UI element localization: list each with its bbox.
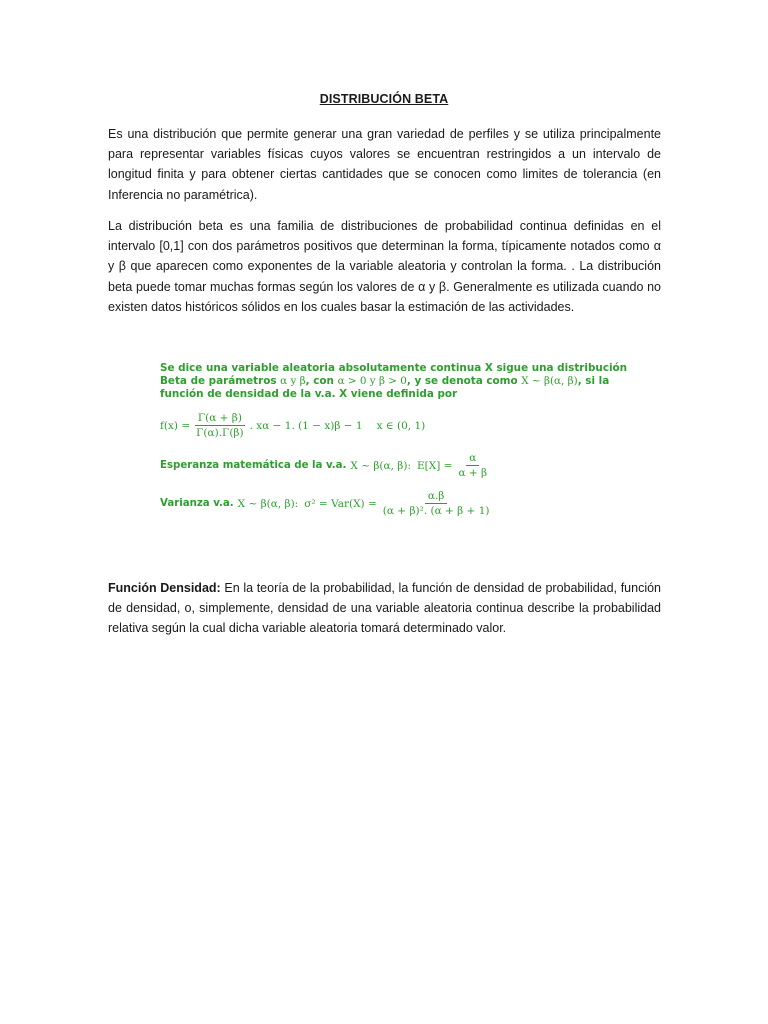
document-title: DISTRIBUCIÓN BETA [319,92,449,106]
mean-notation: X ~ β(α, β): [350,459,411,472]
paragraph-definition: La distribución beta es una familia de distribuciones de probabilidad continua definidas en el intervalo [0,1] con dos parámetros positivos que determinan la forma, típicamente notados como α y β que aparecen como exponentes de la variable aleatoria y controlan la forma. . La distribución beta puede tomar muchas formas según los valores de α y β. Generalmente es utilizada cuando no existen datos históricos sólidos en los cuales basar la estimación de las actividades. [108,219,661,314]
figure-intro-line-1: Se dice una variable aleatoria absolutamente continua X sigue una distribución [160,362,628,374]
intro-text-d: , si la [577,375,610,387]
mean-label: Esperanza matemática de la v.a. [160,460,347,471]
variance-numerator: α.β [425,490,448,504]
paragraph-density-function [108,578,661,639]
mean-lhs: E[X] = [417,459,453,472]
figure-intro-line-2 [160,375,627,388]
variance-lhs: σ² = Var(X) = [304,497,377,510]
density-lhs: f(x) = [160,419,191,432]
paragraph-introduction: Es una distribución que permite generar una gran variedad de perfiles y se utiliza principalmente para representar variables físicas cuyos valores se encuentran restringidos a un intervalo de longitud finita y para obtener ciertas cantidades que se conocen como limites de tolerancia (en Inferencia no paramétrica). [108,127,661,202]
mean-denominator: α + β [458,467,488,479]
variance-notation: X ~ β(α, β): [237,497,299,510]
mean-fraction [455,452,490,479]
figure-intro-text [160,362,627,401]
intro-params: α y β [280,375,306,387]
intro-text-a: Beta de parámetros [160,375,281,387]
intro-condition: α > 0 y β > 0 [337,375,407,387]
density-function-definition: En la teoría de la probabilidad, la función de densidad de probabilidad, función de densidad, o, simplemente, densidad de una variable aleatoria continua describe la probabilidad relativa según la cual dicha variable aleatoria tomará determinado valor. [108,581,662,636]
beta-formula-figure [152,356,628,526]
intro-text-c: , y se denota como [406,375,522,387]
variance-label: Varianza v.a. [160,498,234,509]
figure-intro-line-3: función de densidad de la v.a. X viene definida por [160,388,458,400]
mean-formula [160,452,493,479]
density-denominator: Γ(α).Γ(β) [196,427,244,439]
density-numerator: Γ(α + β) [195,412,245,426]
density-domain: x ∈ (0, 1) [376,419,426,432]
variance-formula [160,490,495,517]
density-function-term: Función Densidad: [108,581,221,595]
variance-fraction [380,490,493,517]
density-fraction [193,412,246,439]
density-rest: . xα − 1. (1 − x)β − 1 [249,419,363,432]
density-formula [160,412,425,439]
variance-denominator: (α + β)². (α + β + 1) [382,505,490,517]
intro-notation: X ~ β(α, β) [521,375,578,387]
mean-numerator: α [466,452,479,466]
intro-text-b: , con [305,375,338,387]
